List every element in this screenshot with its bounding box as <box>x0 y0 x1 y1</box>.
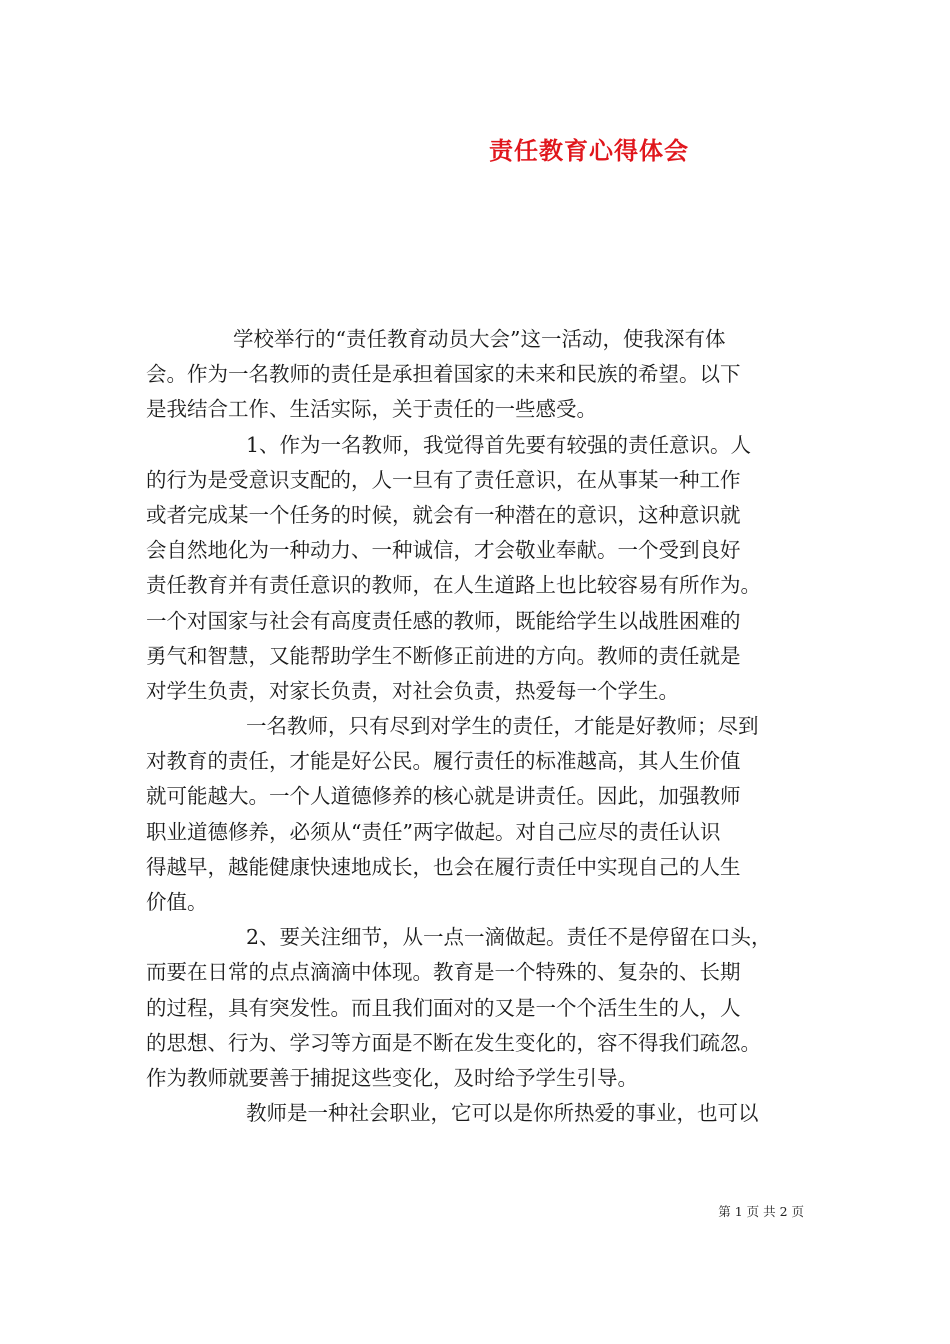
text-line: 的过程，具有突发性。而且我们面对的又是一个个活生生的人，人 <box>146 995 741 1020</box>
text-line: 会。作为一名教师的责任是承担着国家的未来和民族的希望。以下 <box>146 362 741 387</box>
text-line: 价值。 <box>146 890 208 914</box>
text-line: 是我结合工作、生活实际，关于责任的一些感受。 <box>146 397 597 422</box>
paragraph-responsibility <box>146 709 806 920</box>
text-line: 的行为是受意识支配的，人一旦有了责任意识，在从事某一种工作 <box>146 467 741 492</box>
paragraph-point-2 <box>146 920 806 1096</box>
text-line: 或者完成某一个任务的时候，就会有一种潜在的意识，这种意识就 <box>146 502 741 527</box>
text-line: 一名教师，只有尽到对学生的责任，才能是好教师；尽到 <box>246 714 759 739</box>
paragraph-profession <box>146 1096 806 1131</box>
text-line: 就可能越大。一个人道德修养的核心就是讲责任。因此，加强教师 <box>146 784 741 809</box>
text-line: 而要在日常的点点滴滴中体现。教育是一个特殊的、复杂的、长期 <box>146 960 741 985</box>
text-line: 会自然地化为一种动力、一种诚信，才会敬业奉献。一个受到良好 <box>146 538 741 563</box>
text-line: 1、作为一名教师，我觉得首先要有较强的责任意识。人 <box>246 432 752 457</box>
text-line: 对教育的责任，才能是好公民。履行责任的标准越高，其人生价值 <box>146 749 741 774</box>
page-number: 第 1 页 共 2 页 <box>718 1204 804 1219</box>
text-line: 责任教育并有责任意识的教师，在人生道路上也比较容易有所作为。 <box>146 573 761 598</box>
text-line: 得越早，越能健康快速地成长，也会在履行责任中实现自己的人生 <box>146 854 741 879</box>
document-title: 责任教育心得体会 <box>489 136 689 165</box>
text-line: 勇气和智慧，又能帮助学生不断修正前进的方向。教师的责任就是 <box>146 643 741 668</box>
text-line: 作为教师就要善于捕捉这些变化，及时给予学生引导。 <box>146 1065 638 1090</box>
paragraph-intro <box>146 322 806 428</box>
text-line: 学校举行的“责任教育动员大会”这一活动，使我深有体 <box>233 327 726 351</box>
document-body <box>146 322 806 1131</box>
text-line: 对学生负责，对家长负责，对社会负责，热爱每一个学生。 <box>146 678 679 703</box>
text-line: 教师是一种社会职业，它可以是你所热爱的事业，也可以 <box>246 1101 759 1126</box>
text-line: 的思想、行为、学习等方面是不断在发生变化的，容不得我们疏忽。 <box>146 1030 761 1055</box>
paragraph-point-1 <box>146 428 806 710</box>
text-line: 一个对国家与社会有高度责任感的教师，既能给学生以战胜困难的 <box>146 608 741 633</box>
text-line: 2、要关注细节，从一点一滴做起。责任不是停留在口头， <box>246 925 772 950</box>
text-line: 职业道德修养，必须从“责任”两字做起。对自己应尽的责任认识 <box>146 819 721 844</box>
